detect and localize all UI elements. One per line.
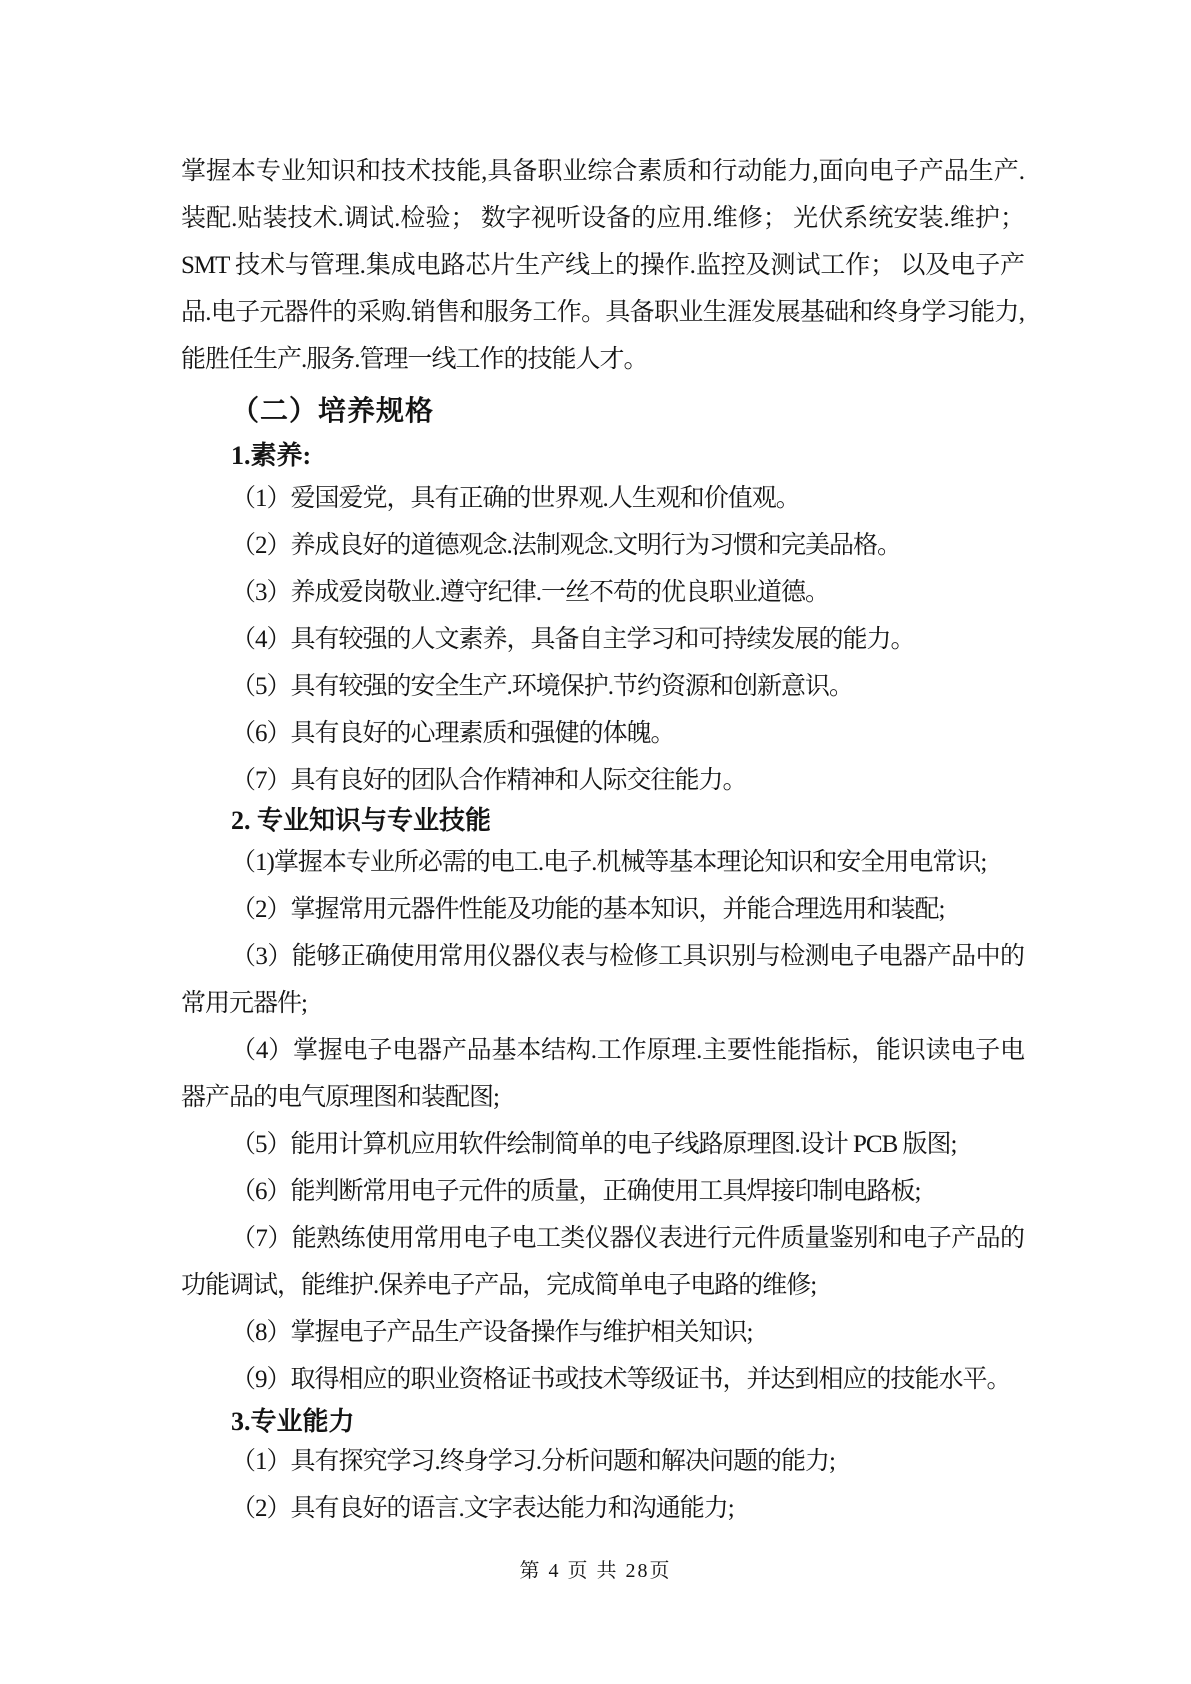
heading-line: （二）培养规格	[231, 396, 435, 427]
text-line: （1）具有探究学习.终身学习.分析问题和解决问题的能力;	[231, 1448, 835, 1475]
text-line: （6）具有良好的心理素质和强健的体魄。	[231, 720, 675, 747]
document-body	[181, 148, 1024, 1532]
text-line: （4）掌握电子电器产品基本结构.工作原理.主要性能指标，能识读电子电	[231, 1037, 1024, 1064]
text-line: （7）具有良好的团队合作精神和人际交往能力。	[231, 767, 747, 794]
text-line: （7）能熟练使用常用电子电工类仪器仪表进行元件质量鉴别和电子产品的	[231, 1225, 1024, 1252]
text-line: SMT 技术与管理.集成电路芯片生产线上的操作.监控及测试工作； 以及电子产	[181, 252, 1024, 279]
text-line: （9）取得相应的职业资格证书或技术等级证书，并达到相应的技能水平。	[231, 1366, 1011, 1393]
text-line: 掌握本专业知识和技术技能,具备职业综合素质和行动能力,面向电子产品生产.	[181, 158, 1024, 185]
text-line: 品.电子元器件的采购.销售和服务工作。具备职业生涯发展基础和终身学习能力,	[181, 299, 1024, 326]
heading-line: 1.素养:	[231, 441, 312, 470]
text-line: （3）能够正确使用常用仪器仪表与检修工具识别与检测电子电器产品中的	[231, 943, 1024, 970]
text-line: （6）能判断常用电子元件的质量，正确使用工具焊接印制电路板;	[231, 1178, 921, 1205]
text-line: 能胜任生产.服务.管理一线工作的技能人才。	[181, 346, 648, 373]
text-line: （8）掌握电子产品生产设备操作与维护相关知识;	[231, 1319, 753, 1346]
text-line: （2）养成良好的道德观念.法制观念.文明行为习惯和完美品格。	[231, 532, 902, 559]
text-line: （3）养成爱岗敬业.遵守纪律.一丝不苟的优良职业道德。	[231, 579, 830, 606]
text-line: （2）具有良好的语言.文字表达能力和沟通能力;	[231, 1495, 734, 1522]
text-line: 常用元器件;	[181, 990, 307, 1017]
text-line: 功能调试，能维护.保养电子产品，完成简单电子电路的维修;	[181, 1272, 817, 1299]
text-line: （2）掌握常用元器件性能及功能的基本知识，并能合理选用和装配;	[231, 896, 945, 923]
text-line: （5）能用计算机应用软件绘制简单的电子线路原理图.设计 PCB 版图;	[231, 1131, 957, 1158]
page-number-footer: 第 4 页 共 28页	[519, 1560, 672, 1582]
heading-line: 2. 专业知识与专业技能	[231, 806, 492, 835]
heading-line: 3.专业能力	[231, 1407, 355, 1436]
text-line: 器产品的电气原理图和装配图;	[181, 1084, 499, 1111]
text-line: （1）爱国爱党，具有正确的世界观.人生观和价值观。	[231, 485, 800, 512]
text-line: （1)掌握本专业所必需的电工.电子.机械等基本理论知识和安全用电常识;	[231, 849, 987, 876]
text-line: （4）具有较强的人文素养，具备自主学习和可持续发展的能力。	[231, 626, 915, 653]
text-line: （5）具有较强的安全生产.环境保护.节约资源和创新意识。	[231, 673, 854, 700]
text-line: 装配.贴装技术.调试.检验； 数字视听设备的应用.维修； 光伏系统安装.维护；	[181, 205, 1024, 232]
